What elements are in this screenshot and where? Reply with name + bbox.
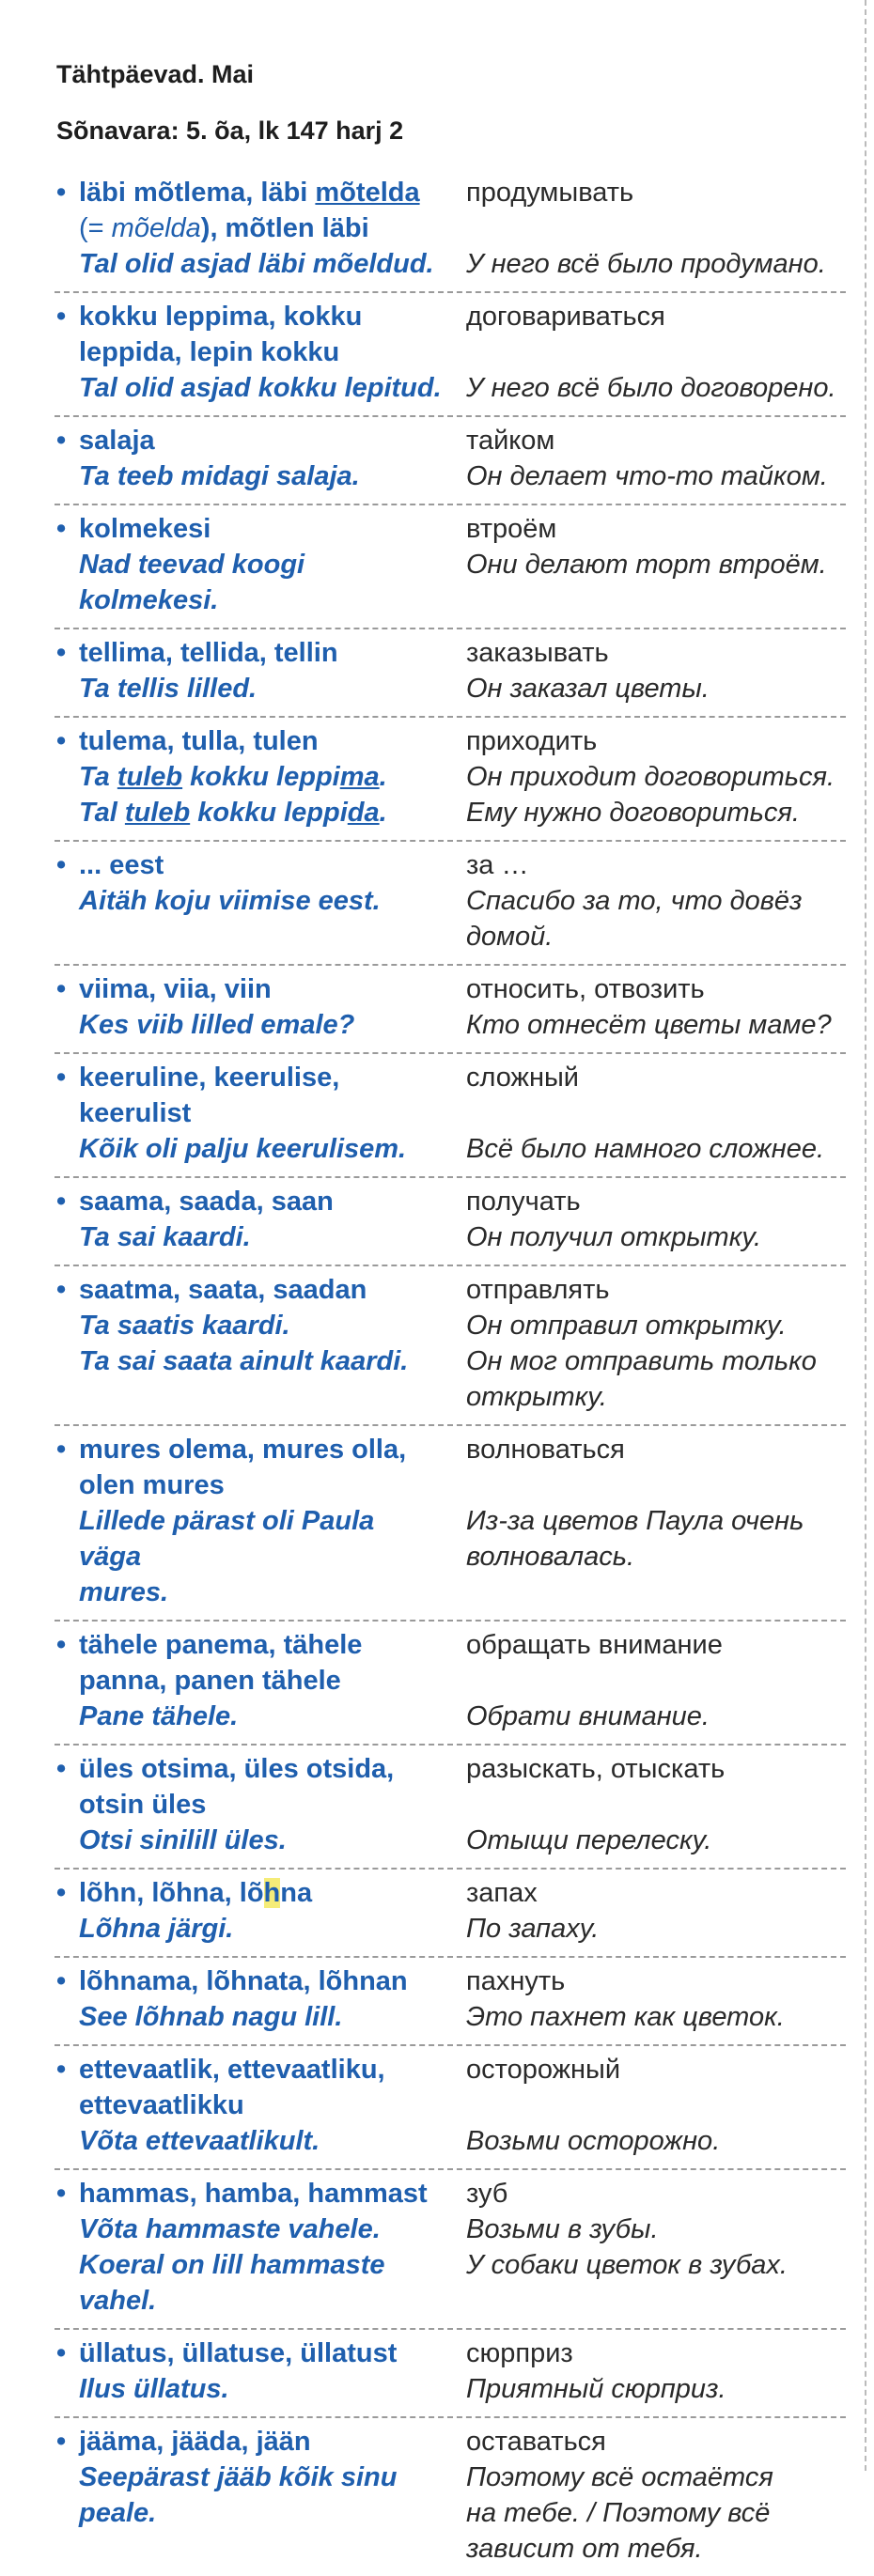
translation: относить, отвозить <box>466 974 705 1004</box>
vocab-entry <box>55 2330 846 2418</box>
vocab-entry <box>55 1266 846 1426</box>
example-translation: Он получил открытку. <box>466 1222 762 1252</box>
example-translation: Спасибо за то, что довёз <box>466 886 803 916</box>
bullet-icon: • <box>56 1630 67 1660</box>
vocab-entry <box>55 1746 846 1870</box>
estonian-column <box>55 1432 442 1610</box>
example-sentence: See lõhnab nagu lill. <box>79 2002 343 2032</box>
example-sentence: Kõik oli palju keerulisem. <box>79 1134 407 1164</box>
bullet-icon: • <box>56 178 67 208</box>
russian-column <box>442 1272 846 1415</box>
translation: продумывать <box>466 178 634 208</box>
russian-column <box>442 299 846 406</box>
bullet-icon: • <box>56 726 67 756</box>
bullet-icon: • <box>56 1878 67 1908</box>
vocab-entry <box>55 1054 846 1178</box>
estonian-column <box>55 423 442 494</box>
translation: зуб <box>466 2179 508 2209</box>
example-sentence: Ilus üllatus. <box>79 2374 229 2404</box>
example-translation: Обрати внимание. <box>466 1701 710 1731</box>
headword: tellima, tellida, tellin <box>79 638 338 668</box>
bullet-icon: • <box>56 426 67 456</box>
page-title: Tähtpäevad. Mai <box>56 60 255 88</box>
bullet-icon: • <box>56 2427 67 2457</box>
highlight-mark: h <box>263 1878 281 1908</box>
translation: втроём <box>466 514 557 544</box>
headword: kolmekesi <box>79 514 211 544</box>
estonian-column <box>55 1875 442 1947</box>
bullet-icon: • <box>56 514 67 544</box>
estonian-column <box>55 1272 442 1415</box>
translation: отправлять <box>466 1275 610 1305</box>
bullet-icon: • <box>56 1754 67 1784</box>
vocab-entry <box>55 417 846 505</box>
headword: ettevaatlik, ettevaatliku, <box>79 2055 385 2085</box>
example-sentence: Ta teeb midagi salaja. <box>79 461 360 491</box>
headword: saatma, saata, saadan <box>79 1275 367 1305</box>
translation: осторожный <box>466 2055 621 2085</box>
headword: üles otsima, üles otsida, <box>79 1754 395 1784</box>
example-sentence: vahel. <box>79 2286 157 2316</box>
bullet-icon: • <box>56 1435 67 1465</box>
headword: läbi mõtlema, läbi mõtelda <box>79 178 420 208</box>
example-translation: У него всё было продумано. <box>466 249 826 279</box>
example-translation: Всё было намного сложнее. <box>466 1134 825 1164</box>
headword-line: keerulist <box>79 1098 192 1128</box>
vocab-entry <box>55 842 846 966</box>
russian-column <box>442 1060 846 1167</box>
example-sentence: Tal tuleb kokku leppida. <box>79 798 387 828</box>
headword: jääma, jääda, jään <box>79 2427 311 2457</box>
vocab-entry <box>55 1622 846 1746</box>
russian-column <box>442 1751 846 1858</box>
example-translation: на тебе. / Поэтому всё <box>466 2498 771 2528</box>
headword: lõhnama, lõhnata, lõhnan <box>79 1966 408 1996</box>
estonian-column <box>55 511 442 618</box>
example-sentence: Otsi sinilill üles. <box>79 1825 287 1855</box>
example-translation: По запаху. <box>466 1914 600 1944</box>
estonian-column <box>55 1963 442 2035</box>
translation: тайком <box>466 426 555 456</box>
russian-column <box>442 723 846 830</box>
vocab-entry <box>55 2046 846 2170</box>
russian-column <box>442 2335 846 2407</box>
russian-column <box>442 2052 846 2159</box>
estonian-column <box>55 1060 442 1167</box>
example-sentence: Võta hammaste vahele. <box>79 2214 381 2244</box>
translation: приходить <box>466 726 598 756</box>
example-translation: Он мог отправить только <box>466 1346 817 1376</box>
vocab-entry <box>55 2170 846 2330</box>
russian-column <box>442 175 846 282</box>
translation: сложный <box>466 1063 580 1093</box>
example-translation: Ему нужно договориться. <box>466 798 800 828</box>
bullet-icon: • <box>56 850 67 880</box>
example-translation: У собаки цветок в зубах. <box>466 2250 788 2280</box>
example-translation: открытку. <box>466 1382 607 1412</box>
vocabulary-list <box>55 169 846 2576</box>
bullet-icon: • <box>56 302 67 332</box>
bullet-icon: • <box>56 1187 67 1217</box>
example-sentence: Aitäh koju viimise eest. <box>79 886 381 916</box>
headword: tulema, tulla, tulen <box>79 726 319 756</box>
estonian-column <box>55 2424 442 2567</box>
russian-column <box>442 1184 846 1255</box>
estonian-column <box>55 1627 442 1734</box>
example-sentence: mures. <box>79 1577 169 1607</box>
vocab-entry <box>55 629 846 718</box>
example-sentence: Lillede pärast oli Paula väga <box>79 1506 375 1572</box>
example-sentence: Ta tuleb kokku leppima. <box>79 762 387 792</box>
estonian-column <box>55 635 442 706</box>
example-sentence: Ta sai saata ainult kaardi. <box>79 1346 409 1376</box>
translation: оставаться <box>466 2427 606 2457</box>
example-translation: Возьми в зубы. <box>466 2214 659 2244</box>
translation: пахнуть <box>466 1966 566 1996</box>
example-translation: Отыщи перелеску. <box>466 1825 712 1855</box>
example-translation: Возьми осторожно. <box>466 2126 721 2156</box>
example-translation: Они делают торт втроём. <box>466 550 827 580</box>
headword: kokku leppima, kokku <box>79 302 363 332</box>
estonian-column <box>55 971 442 1043</box>
translation: заказывать <box>466 638 609 668</box>
headword: tähele panema, tähele <box>79 1630 363 1660</box>
example-translation: зависит от тебя. <box>466 2534 703 2564</box>
headword: üllatus, üllatuse, üllatust <box>79 2338 398 2368</box>
example-translation: Поэтому всё остаётся <box>466 2462 773 2492</box>
translation: сюрприз <box>466 2338 573 2368</box>
vocab-entry <box>55 718 846 842</box>
headword: mures olema, mures olla, <box>79 1435 407 1465</box>
headword-line: ettevaatlikku <box>79 2090 244 2120</box>
bullet-icon: • <box>56 2055 67 2085</box>
headword-line: olen mures <box>79 1470 225 1500</box>
translation: договариваться <box>466 302 665 332</box>
page-subtitle: Sõnavara: 5. õa, lk 147 harj 2 <box>56 116 404 145</box>
headword: hammas, hamba, hammast <box>79 2179 428 2209</box>
headword-line: (= mõelda), mõtlen läbi <box>79 213 369 243</box>
vocab-entry <box>55 2418 846 2576</box>
translation: получать <box>466 1187 581 1217</box>
russian-column <box>442 423 846 494</box>
example-translation: Приятный сюрприз. <box>466 2374 726 2404</box>
example-sentence: Nad teevad koogi kolmekesi. <box>79 550 305 615</box>
estonian-column <box>55 847 442 954</box>
vocab-entry <box>55 293 846 417</box>
russian-column <box>442 971 846 1043</box>
headword: viima, viia, viin <box>79 974 272 1004</box>
example-translation: Это пахнет как цветок. <box>466 2002 785 2032</box>
headword: salaja <box>79 426 155 456</box>
russian-column <box>442 2424 846 2567</box>
headword: saama, saada, saan <box>79 1187 334 1217</box>
russian-column <box>442 1875 846 1947</box>
headword: lõhn, lõhna, lõhna <box>79 1878 313 1908</box>
example-sentence: peale. <box>79 2498 157 2528</box>
example-translation: домой. <box>466 922 554 952</box>
example-sentence: Lõhna järgi. <box>79 1914 234 1944</box>
example-translation: У него всё было договорено. <box>466 373 836 403</box>
bullet-icon: • <box>56 1966 67 1996</box>
bullet-icon: • <box>56 2179 67 2209</box>
russian-column <box>442 847 846 954</box>
russian-column <box>442 635 846 706</box>
estonian-column <box>55 2335 442 2407</box>
estonian-column <box>55 2176 442 2319</box>
vocab-entry <box>55 1178 846 1266</box>
translation: волноваться <box>466 1435 625 1465</box>
example-translation: Он заказал цветы. <box>466 674 710 704</box>
estonian-column <box>55 1751 442 1858</box>
vocab-entry <box>55 1426 846 1622</box>
translation: за … <box>466 850 529 880</box>
example-sentence: Seepärast jääb kõik sinu <box>79 2462 398 2492</box>
headword-line: panna, panen tähele <box>79 1666 341 1696</box>
russian-column <box>442 1963 846 2035</box>
translation: разыскать, отыскать <box>466 1754 726 1784</box>
example-translation: Из-за цветов Паула очень <box>466 1506 804 1536</box>
russian-column <box>442 2176 846 2319</box>
headword: keeruline, keerulise, <box>79 1063 340 1093</box>
example-sentence: Tal olid asjad kokku lepitud. <box>79 373 442 403</box>
example-sentence: Ta saatis kaardi. <box>79 1311 290 1341</box>
example-sentence: Võta ettevaatlikult. <box>79 2126 320 2156</box>
bullet-icon: • <box>56 1063 67 1093</box>
example-translation: Он приходит договориться. <box>466 762 835 792</box>
example-sentence: Ta sai kaardi. <box>79 1222 251 1252</box>
example-sentence: Tal olid asjad läbi mõeldud. <box>79 249 434 279</box>
example-translation: волновалась. <box>466 1542 635 1572</box>
example-sentence: Ta tellis lilled. <box>79 674 258 704</box>
vocab-entry <box>55 505 846 629</box>
example-sentence: Kes viib lilled emale? <box>79 1010 355 1040</box>
vocab-entry <box>55 966 846 1054</box>
bullet-icon: • <box>56 1275 67 1305</box>
bullet-icon: • <box>56 638 67 668</box>
vocab-entry <box>55 1958 846 2046</box>
page-edge-divider <box>865 0 866 2471</box>
estonian-column <box>55 175 442 282</box>
estonian-column <box>55 723 442 830</box>
example-sentence: Koeral on lill hammaste <box>79 2250 385 2280</box>
translation: обращать внимание <box>466 1630 723 1660</box>
russian-column <box>442 1627 846 1734</box>
example-translation: Он отправил открытку. <box>466 1311 787 1341</box>
headword-line: otsin üles <box>79 1790 207 1820</box>
estonian-column <box>55 2052 442 2159</box>
estonian-column <box>55 1184 442 1255</box>
estonian-column <box>55 299 442 406</box>
headword-line: leppida, lepin kokku <box>79 337 340 367</box>
page-header <box>56 56 846 148</box>
vocab-entry <box>55 169 846 293</box>
example-translation: Он делает что-то тайком. <box>466 461 828 491</box>
russian-column <box>442 511 846 618</box>
translation: запах <box>466 1878 538 1908</box>
example-translation: Кто отнесёт цветы маме? <box>466 1010 832 1040</box>
example-sentence: Pane tähele. <box>79 1701 239 1731</box>
bullet-icon: • <box>56 974 67 1004</box>
bullet-icon: • <box>56 2338 67 2368</box>
vocab-entry <box>55 1870 846 1958</box>
headword: ... eest <box>79 850 164 880</box>
russian-column <box>442 1432 846 1610</box>
